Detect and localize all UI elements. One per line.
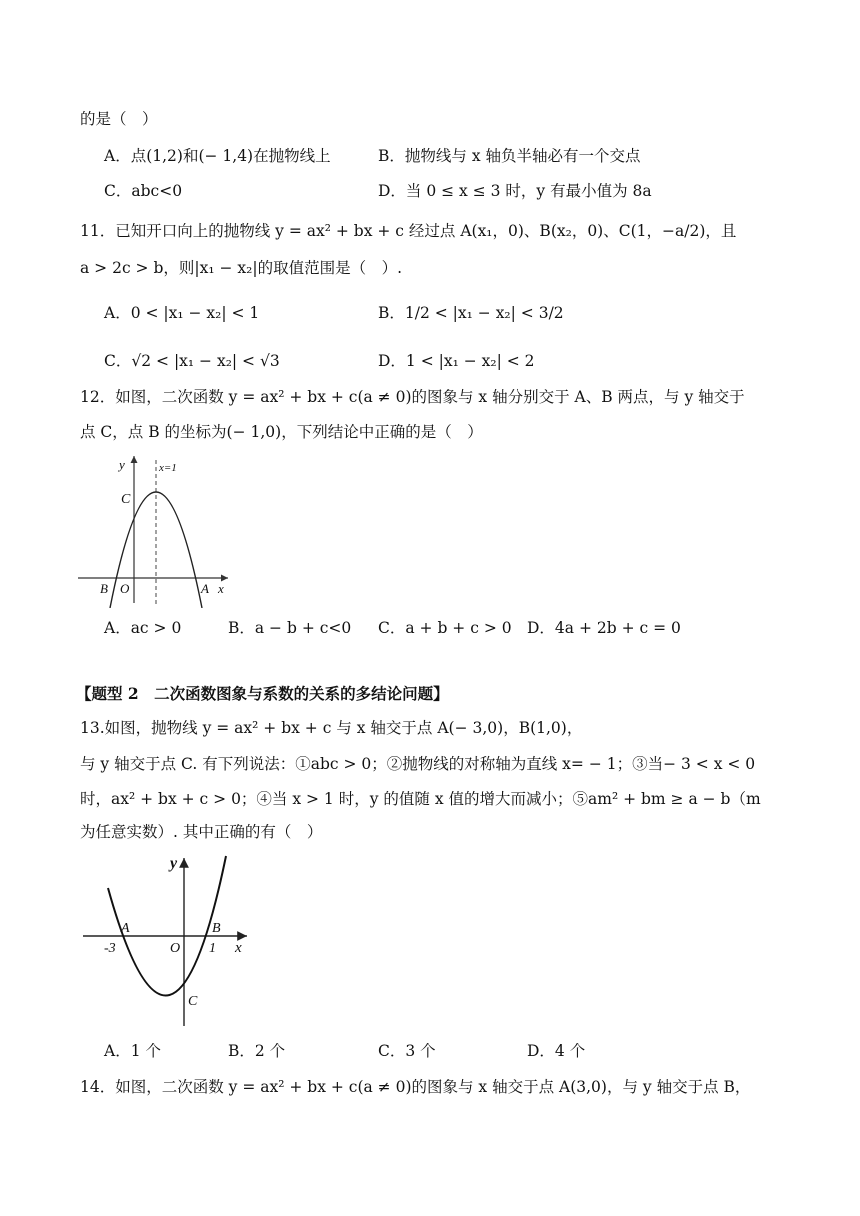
q13-parabola-figure — [80, 850, 260, 1032]
point-b-label: B — [212, 921, 221, 936]
point-c-label: C — [188, 994, 198, 1009]
q11-option-d[interactable]: D．1 < |x₁ − x₂| < 2 — [378, 352, 535, 370]
q10-option-c[interactable]: C．abc<0 — [104, 182, 183, 200]
point-c-label: C — [121, 492, 131, 507]
y-axis-label: y — [170, 855, 178, 872]
q11-option-b[interactable]: B．1/2 < |x₁ − x₂| < 3/2 — [378, 304, 564, 322]
q12-option-a[interactable]: A．ac > 0 — [104, 619, 182, 637]
point-a-label: A — [201, 581, 209, 596]
q13-stem-line1: 13.如图，抛物线 y = ax² + bx + c 与 x 轴交于点 A(− 3,0)，B(1,0)， — [80, 719, 583, 737]
q12-stem-line1: 12．如图，二次函数 y = ax² + bx + c(a ≠ 0)的图象与 x 轴分别交于 A、B 两点，与 y 轴交于 — [80, 388, 745, 406]
q10-option-b[interactable]: B．抛物线与 x 轴负半轴必有一个交点 — [378, 147, 641, 165]
tick-neg3: -3 — [104, 941, 116, 956]
tick-1: 1 — [209, 941, 216, 956]
y-axis-label: y — [119, 457, 125, 472]
q13-option-b[interactable]: B．2 个 — [228, 1042, 286, 1060]
q11-stem-line1: 11．已知开口向上的抛物线 y = ax² + bx + c 经过点 A(x₁，0)、B(x₂，0)、C(1，−a/2)，且 — [80, 222, 737, 240]
x-axis-label: x — [235, 940, 242, 956]
q12-option-b[interactable]: B．a − b + c<0 — [228, 619, 352, 637]
section-heading: 【题型 2 二次函数图象与系数的关系的多结论问题】 — [76, 684, 449, 703]
point-a-label: A — [121, 921, 130, 936]
q13-option-c[interactable]: C．3 个 — [378, 1042, 436, 1060]
origin-label: O — [170, 941, 181, 956]
q11-option-c[interactable]: C．√2 < |x₁ − x₂| < √3 — [104, 352, 280, 370]
q13-option-a[interactable]: A．1 个 — [104, 1042, 161, 1060]
q14-stem-line1: 14．如图，二次函数 y = ax² + bx + c(a ≠ 0)的图象与 x 轴交于点 A(3,0)，与 y 轴交于点 B， — [80, 1078, 751, 1096]
q13-option-d[interactable]: D．4 个 — [527, 1042, 586, 1060]
x-axis-label: x — [218, 581, 224, 596]
origin-label: O — [120, 581, 130, 596]
q13-stem-line3: 时，ax² + bx + c > 0；④当 x > 1 时，y 的值随 x 值的增大而减小；⑤am² + bm ≥ a − b（m — [80, 790, 761, 808]
q12-option-d[interactable]: D．4a + 2b + c = 0 — [527, 619, 681, 637]
q10-option-a[interactable]: A．点(1,2)和(− 1,4)在抛物线上 — [104, 147, 331, 165]
q10-option-d[interactable]: D．当 0 ≤ x ≤ 3 时，y 有最小值为 8a — [378, 182, 652, 200]
q12-option-c[interactable]: C．a + b + c > 0 — [378, 619, 512, 637]
q13-stem-line4: 为任意实数）. 其中正确的有（ ） — [80, 823, 323, 841]
point-b-label: B — [100, 581, 108, 596]
q11-option-a[interactable]: A．0 < |x₁ − x₂| < 1 — [104, 304, 260, 322]
q11-stem-line2: a > 2c > b，则|x₁ − x₂|的取值范围是（ ）. — [80, 259, 403, 277]
q12-stem-line2: 点 C，点 B 的坐标为(− 1,0)，下列结论中正确的是（ ） — [80, 423, 483, 441]
q12-parabola-figure — [70, 448, 240, 608]
q13-stem-line2: 与 y 轴交于点 C. 有下列说法：①abc > 0；②抛物线的对称轴为直线 x= − 1；③当− 3 < x < 0 — [80, 755, 756, 773]
q10-tail: 的是（ ） — [80, 110, 158, 128]
symmetry-axis-label: x=1 — [159, 462, 177, 474]
